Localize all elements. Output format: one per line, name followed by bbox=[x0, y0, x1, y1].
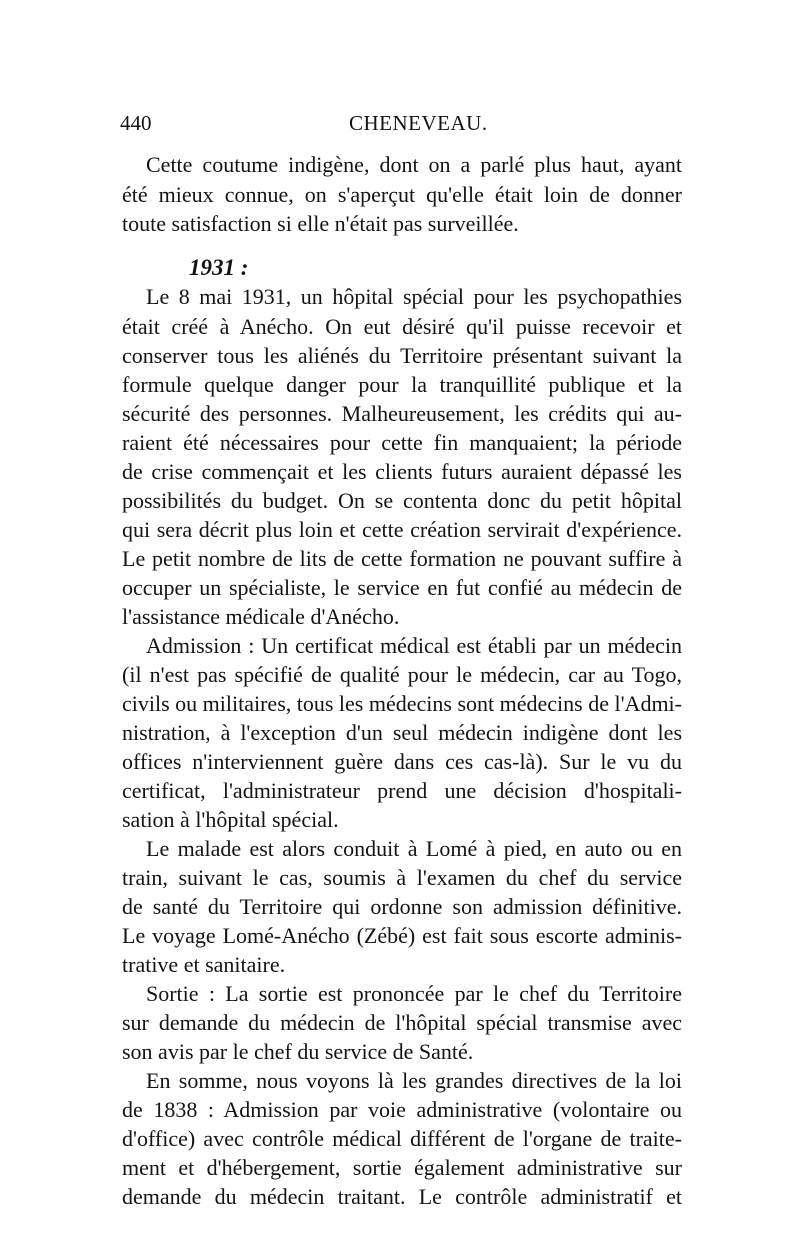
text-line: train, suivant le cas, soumis à l'examen du chef du service bbox=[122, 865, 682, 890]
text-line: demande du médecin traitant. Le contrôle administratif et bbox=[122, 1184, 682, 1209]
text-line: de santé du Territoire qui ordonne son admission définitive. bbox=[122, 894, 682, 919]
text-line: formule quelque danger pour la tranquillité publique et la bbox=[122, 372, 682, 397]
text-line: offices n'interviennent guère dans ces cas-là). Sur le vu du bbox=[122, 749, 682, 774]
text-line: Le voyage Lomé-Anécho (Zébé) est fait sous escorte adminis- bbox=[122, 923, 682, 948]
text-line: certificat, l'administrateur prend une décision d'hospitali- bbox=[122, 778, 682, 803]
text-line: d'office) avec contrôle médical différent de l'organe de traite- bbox=[122, 1126, 682, 1151]
text-line: était créé à Anécho. On eut désiré qu'il puisse recevoir et bbox=[122, 314, 682, 339]
text-line: toute satisfaction si elle n'était pas surveillée. bbox=[122, 211, 519, 236]
text-line: (il n'est pas spécifié de qualité pour le médecin, car au Togo, bbox=[122, 662, 682, 687]
text-line: ment et d'hébergement, sortie également administrative sur bbox=[122, 1155, 682, 1180]
text-line: conserver tous les aliénés du Territoire présentant suivant la bbox=[122, 343, 682, 368]
text-line: raient été nécessaires pour cette fin manquaient; la période bbox=[122, 430, 682, 455]
text-line: sur demande du médecin de l'hôpital spécial transmise avec bbox=[122, 1010, 682, 1035]
running-head: CHENEVEAU. bbox=[349, 111, 488, 135]
page-header bbox=[120, 111, 682, 141]
text-line: En somme, nous voyons là les grandes directives de la loi bbox=[146, 1068, 682, 1093]
text-line: civils ou militaires, tous les médecins sont médecins de l'Admi- bbox=[122, 691, 682, 716]
text-line: Le 8 mai 1931, un hôpital spécial pour les psychopathies bbox=[146, 284, 682, 309]
text-line: de 1838 : Admission par voie administrative (volontaire ou bbox=[122, 1097, 682, 1122]
page-number: 440 bbox=[120, 111, 152, 135]
text-line: Le petit nombre de lits de cette formation ne pouvant suffire à bbox=[122, 546, 682, 571]
text-line: occuper un spécialiste, le service en fut confié au médecin de bbox=[122, 575, 682, 600]
text-line: qui sera décrit plus loin et cette création servirait d'expérience. bbox=[122, 517, 682, 542]
text-line: son avis par le chef du service de Santé. bbox=[122, 1039, 474, 1064]
text-line: Sortie : La sortie est prononcée par le chef du Territoire bbox=[146, 981, 682, 1006]
text-line: de crise commençait et les clients futurs auraient dépassé les bbox=[122, 459, 682, 484]
text-line: Admission : Un certificat médical est établi par un médecin bbox=[146, 633, 682, 658]
text-line: l'assistance médicale d'Anécho. bbox=[122, 604, 400, 629]
text-line: Cette coutume indigène, dont on a parlé plus haut, ayant bbox=[146, 152, 682, 177]
text-line: été mieux connue, on s'aperçut qu'elle était loin de donner bbox=[122, 182, 682, 207]
year-heading: 1931 : bbox=[189, 255, 249, 280]
text-line: Le malade est alors conduit à Lomé à pied, en auto ou en bbox=[146, 836, 682, 861]
text-line: trative et sanitaire. bbox=[122, 952, 286, 977]
text-line: sation à l'hôpital spécial. bbox=[122, 807, 339, 832]
text-line: nistration, à l'exception d'un seul médecin indigène dont les bbox=[122, 720, 682, 745]
text-line: possibilités du budget. On se contenta donc du petit hôpital bbox=[122, 488, 682, 513]
text-line: sécurité des personnes. Malheureusement, les crédits qui au- bbox=[122, 401, 682, 426]
